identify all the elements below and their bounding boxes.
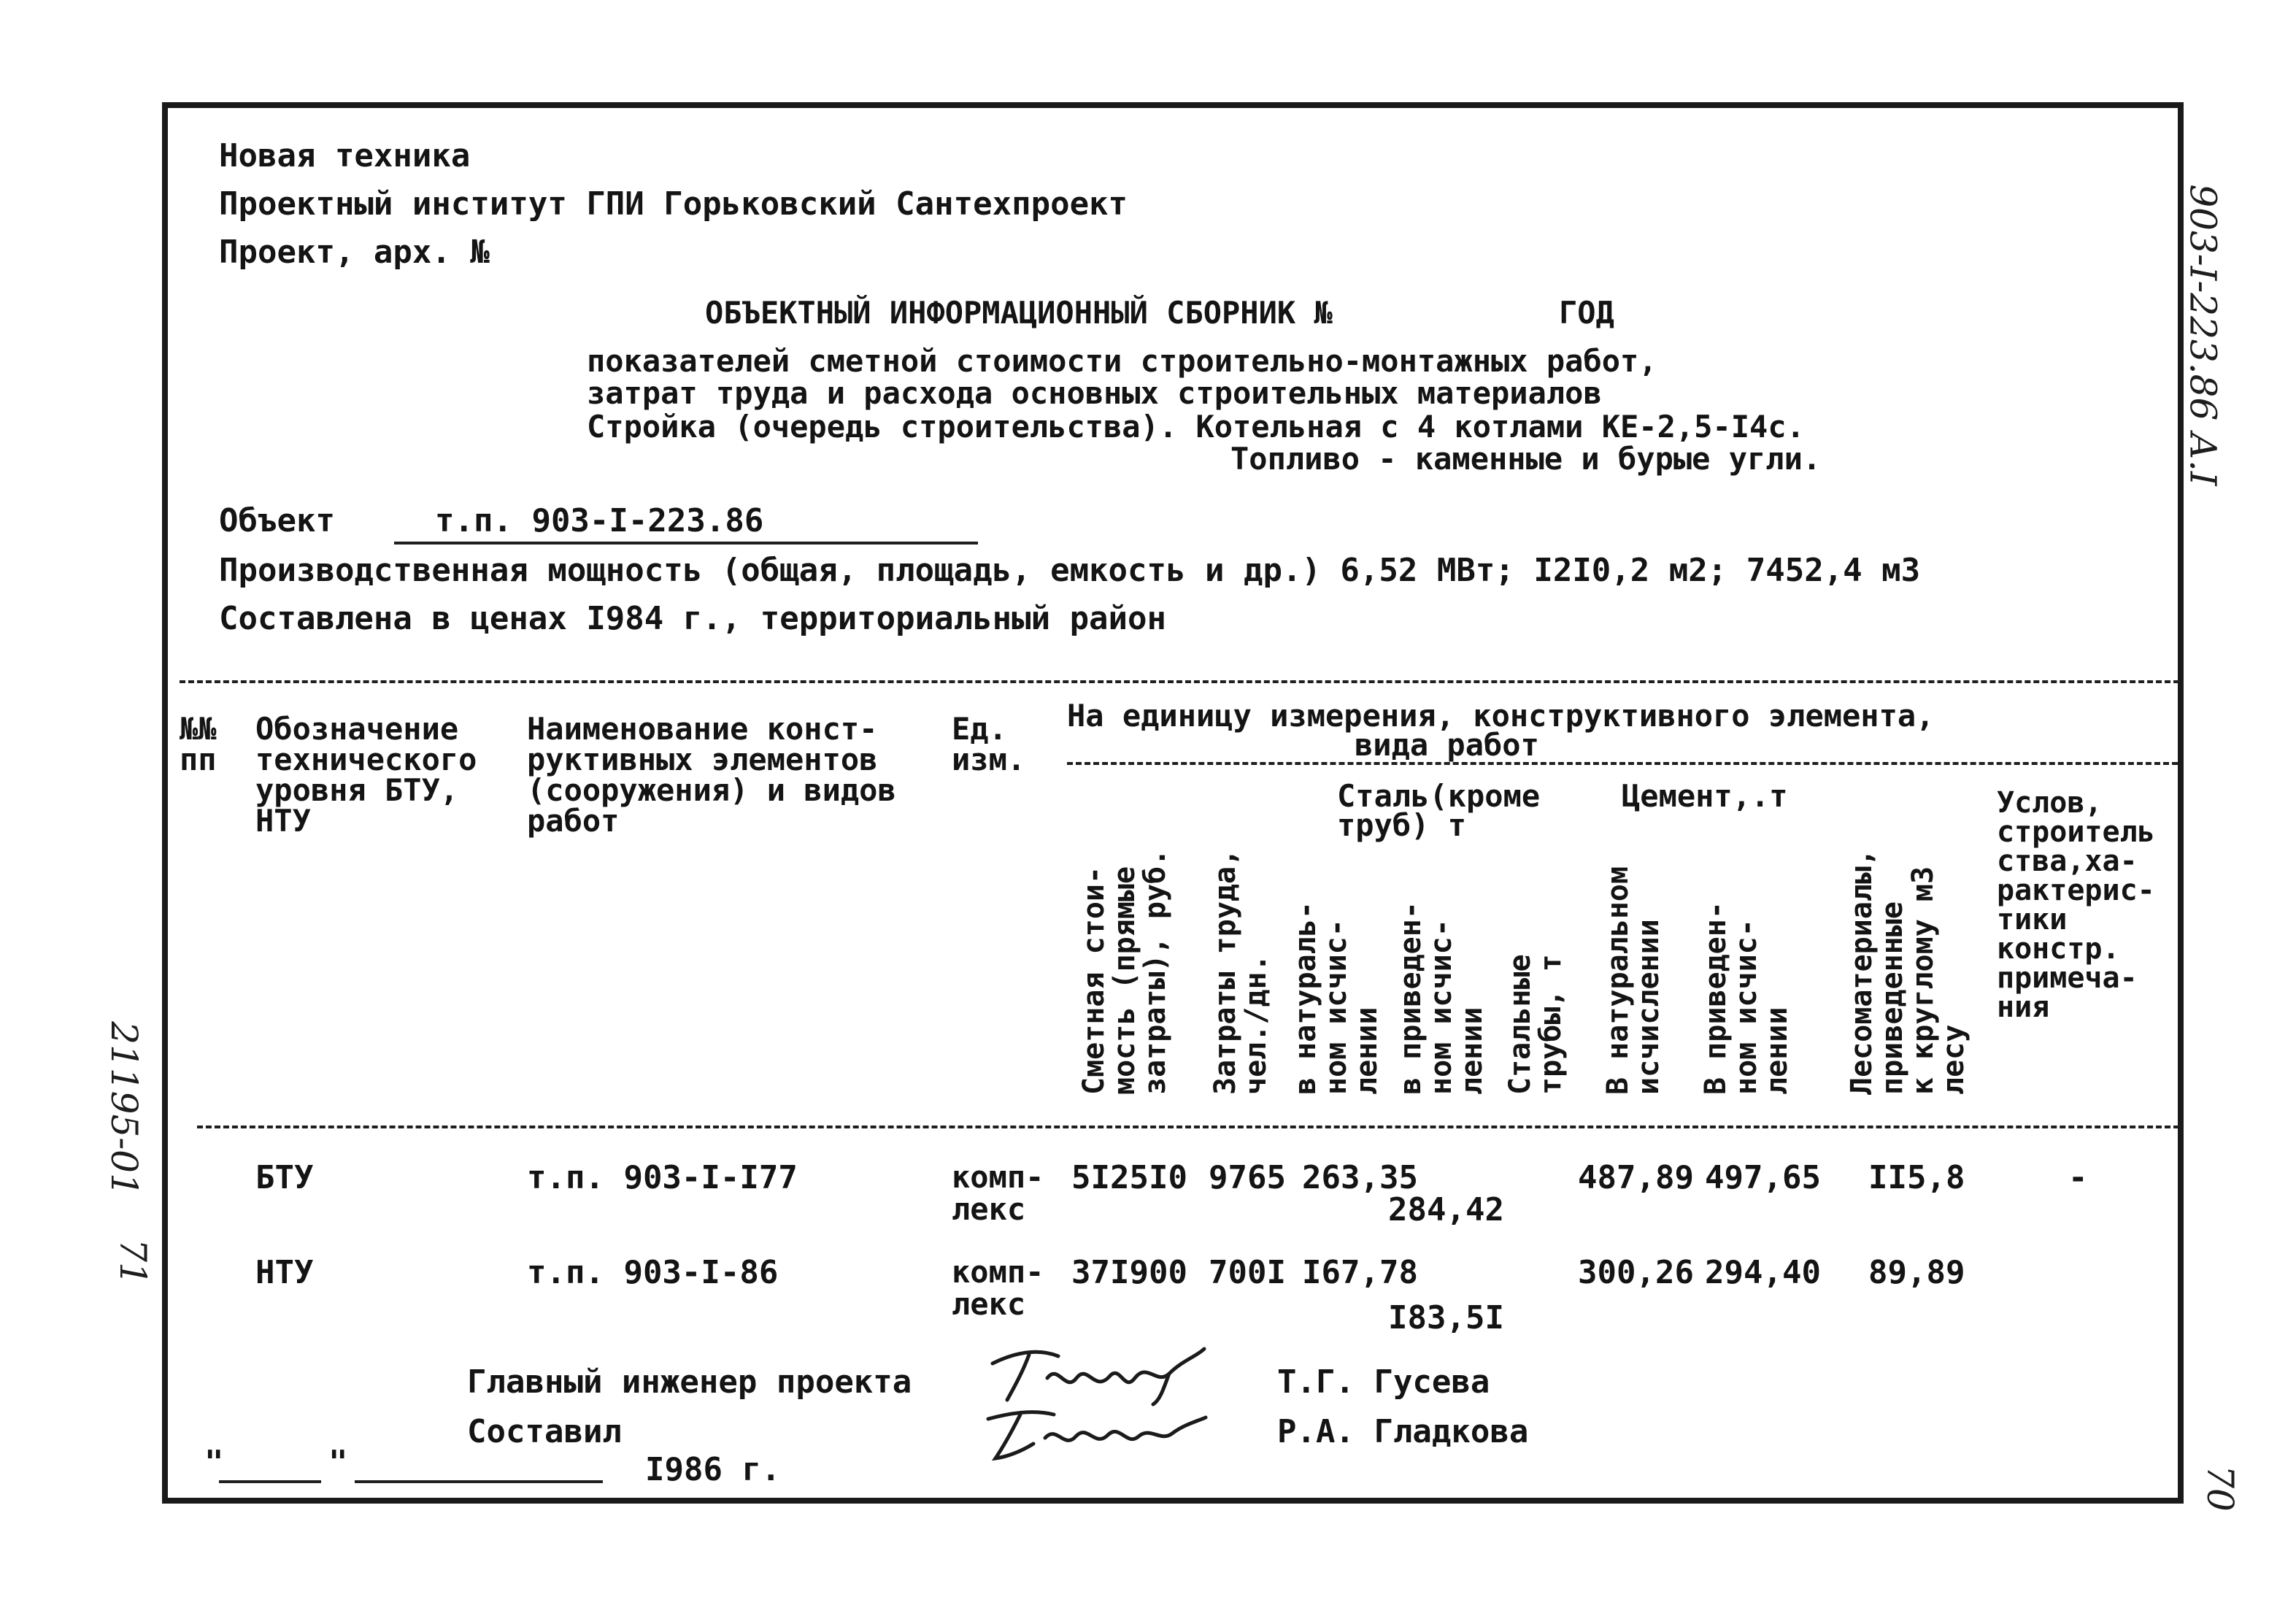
col-header-level-3: уровня БТУ, xyxy=(255,772,459,808)
col-header-unit-1: Ед. xyxy=(952,711,1007,747)
col-header-cond-8: ния xyxy=(1997,990,2050,1024)
row-unit-2: лекс xyxy=(952,1286,1026,1322)
col-header-cond-6: констр. xyxy=(1997,932,2120,966)
row-level: НТУ xyxy=(255,1254,314,1291)
row-wood: 89,89 xyxy=(1868,1254,1965,1291)
col-header-name-3: (сооружения) и видов xyxy=(527,772,896,808)
vheader-steel-pipes: Стальные трубы, т xyxy=(1503,954,1568,1095)
vheader-cement-natural: В натуральном исчислении xyxy=(1601,866,1665,1095)
col-header-steel-2: труб) т xyxy=(1337,807,1467,843)
row-wood: II5,8 xyxy=(1868,1159,1965,1196)
title-subtitle-4: Топливо - каменные и бурые угли. xyxy=(1230,441,1822,477)
col-header-num-2: пп xyxy=(180,742,217,777)
vheader-cement-reduced: В приведен- ном исчис- лении xyxy=(1699,901,1794,1095)
margin-right-page: 70 xyxy=(2198,1465,2241,1512)
row-name: т.п. 903-I-86 xyxy=(527,1254,779,1291)
vheader-cost: Сметная стои- мость (прямые затраты), руб. xyxy=(1077,848,1172,1095)
date-quote-open: " xyxy=(204,1444,224,1481)
title-main: ОБЪЕКТНЫЙ ИНФОРМАЦИОННЫЙ СБОРНИК № xyxy=(705,295,1333,331)
col-header-name-4: работ xyxy=(527,803,620,839)
margin-left-page: 71 xyxy=(111,1239,154,1285)
vheader-steel-natural: в натураль- ном исчис- лении xyxy=(1289,901,1384,1095)
title-year: ГОД xyxy=(1559,295,1614,331)
compiled-by-label: Составил xyxy=(467,1413,622,1450)
row-cement-natural: 300,26 xyxy=(1578,1254,1694,1291)
date-year: I986 г. xyxy=(645,1451,781,1488)
col-header-cond-7: примеча- xyxy=(1997,961,2138,995)
row-steel-natural: 263,35 xyxy=(1302,1159,1418,1196)
margin-archive-number: 21195-01 xyxy=(102,1021,145,1196)
col-header-level-1: Обозначение xyxy=(255,711,459,747)
row-level: БТУ xyxy=(255,1159,314,1196)
col-header-unit-2: изм. xyxy=(952,742,1026,777)
col-header-cond-1: Услов, xyxy=(1997,786,2103,820)
row-unit-1: комп- xyxy=(952,1254,1044,1290)
row-unit-2: лекс xyxy=(952,1191,1026,1227)
row-labor: 700I xyxy=(1209,1254,1286,1291)
col-header-level-2: технического xyxy=(255,742,477,777)
object-value: т.п. 903-I-223.86 xyxy=(435,502,764,539)
title-subtitle-1: показателей сметной стоимости строительно-монтажных работ, xyxy=(587,343,1657,379)
chief-engineer-label: Главный инженер проекта xyxy=(467,1363,912,1401)
col-header-cond-3: ства,ха- xyxy=(1997,844,2138,878)
title-subtitle-3: Стройка (очередь строительства). Котельная с 4 котлами КЕ-2,5-I4с. xyxy=(587,409,1805,445)
row-labor: 9765 xyxy=(1209,1159,1286,1196)
date-quote-close: " xyxy=(328,1444,348,1481)
vheader-steel-reduced: в приведен- ном исчис- лении xyxy=(1394,901,1489,1095)
col-header-name-1: Наименование конст- xyxy=(527,711,878,747)
row-cement-reduced: 294,40 xyxy=(1705,1254,1821,1291)
object-underline xyxy=(394,542,978,545)
col-header-steel-1: Сталь(кроме xyxy=(1337,778,1541,814)
object-label: Объект xyxy=(219,502,335,539)
row-cement-reduced: 497,65 xyxy=(1705,1159,1821,1196)
date-day-line xyxy=(219,1480,321,1483)
col-header-group-2: вида работ xyxy=(1355,727,1539,763)
col-header-num-1: №№ xyxy=(180,711,217,747)
title-subtitle-2: затрат труда и расхода основных строительных материалов xyxy=(587,375,1602,411)
capacity-line: Производственная мощность (общая, площадь, емкость и др.) 6,52 МВт; I2I0,2 м2; 7452,4 м3 xyxy=(219,552,1921,589)
col-header-cond-5: тики xyxy=(1997,903,2068,936)
header-institute: Проектный институт ГПИ Горьковский Сантехпроект xyxy=(219,185,1128,223)
col-header-cement: Цемент,.т xyxy=(1622,778,1788,814)
row-name: т.п. 903-I-I77 xyxy=(527,1159,798,1196)
vheader-labor: Затраты труда, чел./дн. xyxy=(1209,848,1273,1095)
row-unit-1: комп- xyxy=(952,1159,1044,1195)
margin-doc-code: 903-I-223.86 А.I xyxy=(2181,184,2224,486)
col-header-cond-4: рактерис- xyxy=(1997,874,2155,907)
col-header-cond-2: строитель xyxy=(1997,815,2155,849)
signature-compiler xyxy=(978,1400,1211,1466)
compiled-by-name: Р.А. Гладкова xyxy=(1277,1413,1529,1450)
col-header-name-2: руктивных элементов xyxy=(527,742,878,777)
header-project-archive: Проект, арх. № xyxy=(219,234,490,271)
group-header-rule xyxy=(1067,762,2178,765)
header-bottom-rule xyxy=(197,1126,2179,1128)
row-steel-natural: I67,78 xyxy=(1302,1254,1418,1291)
chief-engineer-name: Т.Г. Гусева xyxy=(1277,1363,1490,1401)
row-conditions: - xyxy=(2068,1159,2088,1196)
date-month-line xyxy=(355,1480,603,1483)
table-top-rule xyxy=(180,680,2179,683)
prices-line: Составлена в ценах I984 г., территориальный район xyxy=(219,600,1167,637)
row-cement-natural: 487,89 xyxy=(1578,1159,1694,1196)
col-header-level-4: НТУ xyxy=(255,803,311,839)
signature-chief-engineer xyxy=(978,1342,1211,1407)
row-steel-reduced: 284,42 xyxy=(1388,1191,1504,1228)
row-cost: 37I900 xyxy=(1071,1254,1187,1291)
col-header-group-1: На единицу измерения, конструктивного элемента, xyxy=(1067,698,1935,734)
header-new-technology: Новая техника xyxy=(219,137,471,174)
row-steel-reduced: I83,5I xyxy=(1388,1299,1504,1336)
row-cost: 5I25I0 xyxy=(1071,1159,1187,1196)
vheader-wood: Лесоматериалы, приведенные к круглому м3 лесу xyxy=(1845,848,1971,1095)
